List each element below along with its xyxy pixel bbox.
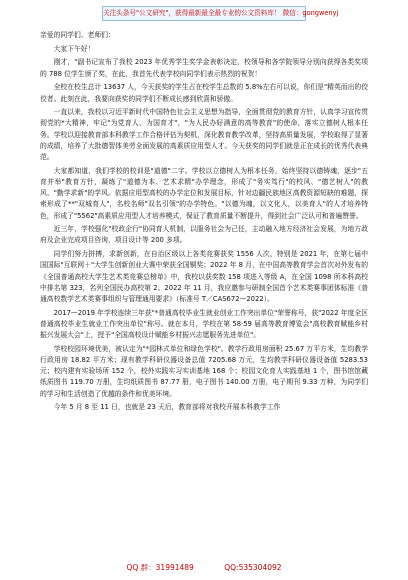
contact-footer	[0, 562, 408, 573]
qq-group-text: QQ 群：31991489	[126, 563, 194, 572]
qq-contact-text: QQ:535304092	[224, 563, 282, 572]
salutation: 亲爱的同学们、老师们：	[40, 31, 115, 39]
paragraph-8: 学校校园环境优美，被认定为"*园林式单位和绿色学校"。教学行政用房面积 25.67 万平方米，生均教学行政用房 18.82 平方米；现有教学科研仪器设备总值 7205.68 万元，生均教学科研仪器设备值 5283.53 元；校内建有实验场所 152 个，校外实践实习实训基地 168 个；校园文化育人实践基地 1 个，图书馆馆藏纸质图书 119.70 万册，生均纸质图书 87.77 册，电子图书 140.00 万册，电子期刊 9.33 万种，为同学们的学习和生活创造了优越的条件和优美环境。	[40, 344, 368, 398]
paragraph-7: 2017—2019 年学校连续三年获"*普通高校毕业生就业创业工作突出单位"荣誉称号，获"2022 年度全区普通高校毕业生就业工作突出单位"称号。就在本月，学校在第 58·59 届高等教育博览会"高校教育赋能乡村振兴发展大会"上，授予"全国高校设计赋能乡村振兴志愿服务先进单位"。	[40, 308, 368, 340]
speech-body	[40, 30, 368, 416]
paragraph-2: 全校在校生总计 13637 人，今天获奖的学生占在校学生总数的 5.8%左右可以说，你们是"精英而出的佼佼者。此刻在此，我要向获奖的同学们不断成长感到欣喜和骄傲。	[40, 83, 368, 103]
greeting: 大家下午好！	[53, 44, 95, 53]
promo-banner[interactable]: 关注头条号"公文研究"，获得最新最全最专业的公文资料库！ 微信：gongwenyj	[102, 6, 306, 21]
paragraph-1: 刚才，"副书记宣布了我校 2023 年优秀学生奖学金表彰决定，校领导和各学院领导分别向获得各类奖项的 788 位学生颁了奖，在此，我首先代表学校向同学们表示热烈的祝贺！	[40, 58, 368, 78]
paragraph-3: 一直以来，我校以习近平新时代中国特色社会主义思想为指导，全面贯彻党的教育方针，认真学习宣传贯彻党的*大精神，牢记"为党育人、为国育才"，"为人民办好满意的高等教育"的使命，落实立德树人根本任务。学校以迎接教育部本科教学工作合格评估为契机，深化教育教学改革，坚持高质量发展，学校取得了显著的成绩，培养了大批德智体美劳全面发展的高素质应用型人才。今天获奖的同学们就是正在成长的优秀代表典范。	[40, 108, 368, 162]
paragraph-5: 近三年，学校强化"校政企行"协同育人机制，以服务社会为己任，主动融入地方经济社会发展，为地方政府及企业完成项目咨询，项目设计等 200 多项。	[40, 225, 368, 245]
paragraph-6: 同学们努力拼搏，求新创新，在自治区级以上各类竞赛获奖 1556 人次，特别是 2021 年，在第七届中国国际"互联网＋"大学生创新创业大赛中荣获全国铜奖；2022 年 8 月，在中国高等教育学会首次对外发布的《全国普通高校大学生艺术类竞赛总榜单》中，我校以获奖数 158 项进入等级 A，在全国 1098 所本科高校中排名第 323，名列全国民办高校第 2。2022 年 11 月，我应邀参与研制全国首个艺术类赛事团体标准《普通高校数学艺术类赛事组织与管理通用要求》（标准号 T／CAS672—2022）。	[40, 250, 368, 303]
paragraph-4: 大家都知道，我们学校的校训是"道德"二字。学校以立德树人为根本任务，始终坚持以德铸魂，逐步"五育并举"教育方针，凝练了"道德为本、艺术求精"办学理念，形成了"务实笃行"的校风、"德艺树人"的教风、"勤学求新"的学风。依据应用型高校的办学定位和发展目标，针对边疆民族地区高教资源短缺的难题，探索形成了**"双城育人"，名校名师"双名引领"的办学特色。"以德为魂，以文化人，以美育人"的人才培养特色，形成了"5562"高素质应用型人才培养模式，保证了教育质量不断提升，得到社会广泛认可和普遍赞誉。	[40, 166, 368, 220]
paragraph-9: 今年 5 月 8 至 11 日，也就是 23 天后，教育部将对我校开展本科教学工作	[53, 403, 281, 412]
